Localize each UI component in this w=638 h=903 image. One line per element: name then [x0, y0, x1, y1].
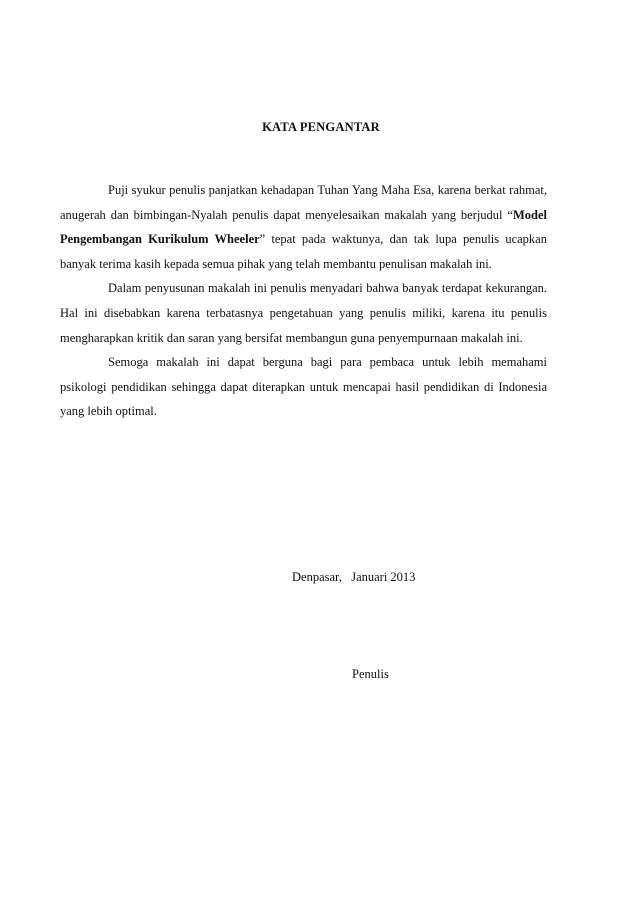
- page-title: [0, 120, 638, 135]
- place-date: Denpasar, Januari 2013: [292, 570, 416, 584]
- paragraph-1-text-after: ” tepat pada waktunya, dan tak lupa penulis ucapkan banyak terima kasih kepada semua pihak yang telah membantu penulisan makalah ini.: [60, 232, 547, 271]
- paragraph-2: Dalam penyusunan makalah ini penulis menyadari bahwa banyak terdapat kekurangan. Hal ini disebabkan karena terbatasnya pengetahuan yang penulis miliki, karena itu penulis mengharapkan kritik dan saran yang bersifat membangun guna penyempurnaan makalah ini.: [60, 281, 547, 345]
- preface-body: [60, 178, 547, 424]
- paragraph-1-text-before: Puji syukur penulis panjatkan kehadapan Tuhan Yang Maha Esa, karena berkat rahmat, anugerah dan bimbingan-Nyalah penulis dapat menyelesaikan makalah yang berjudul “: [60, 183, 547, 222]
- author-signature-name: Penulis: [352, 667, 389, 681]
- paragraph-1: [60, 178, 547, 276]
- paper-title-bold: Model Pengembangan Kurikulum Wheeler: [60, 207, 547, 247]
- paragraph-3: Semoga makalah ini dapat berguna bagi para pembaca untuk lebih memahami psikologi pendidikan sehingga dapat diterapkan untuk mencapai hasil pendidikan di Indonesia yang lebih optimal.: [60, 355, 547, 419]
- page-title-text: KATA PENGANTAR: [262, 120, 380, 134]
